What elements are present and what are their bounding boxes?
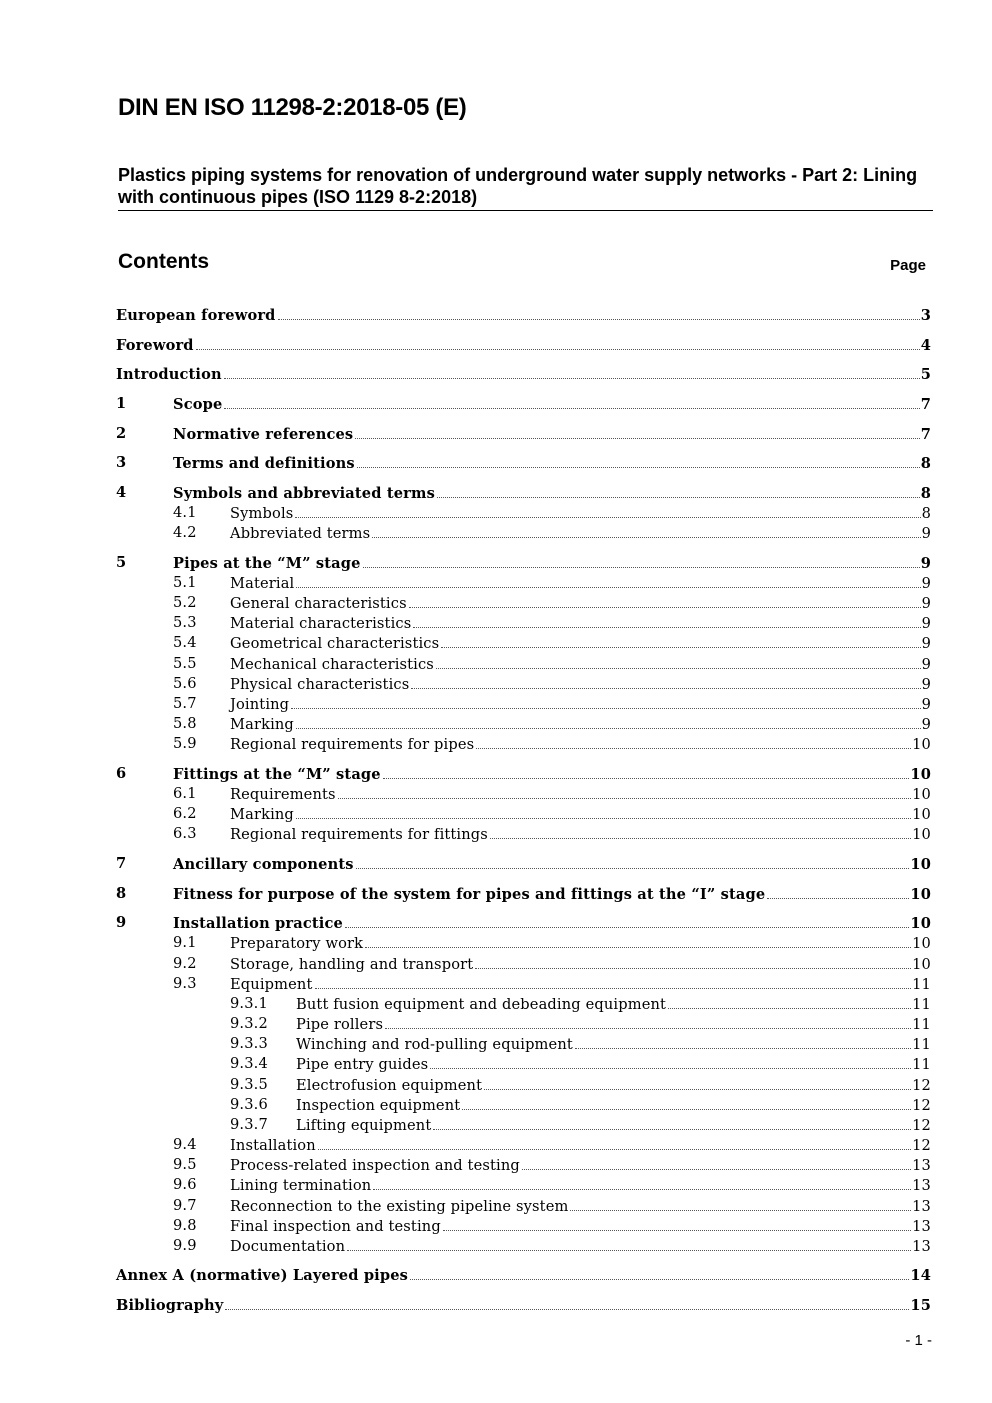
toc-entry-number: 9.3.2 — [230, 1015, 268, 1032]
toc-entry-line — [116, 364, 931, 385]
toc-entry-number: 9.9 — [173, 1237, 197, 1254]
document-subtitle: Plastics piping systems for renovation of underground water supply networks - Part 2: Lining with continuous pipes (ISO 1129 8-2:2018) — [118, 165, 918, 207]
toc-entry-page: 9 — [921, 575, 931, 592]
toc-entry-line — [230, 933, 931, 954]
toc-entry-number: 9.3 — [173, 975, 197, 992]
toc-entry-title: Terms and definitions — [173, 455, 355, 472]
toc-entry-number: 4.1 — [173, 504, 197, 521]
toc-entry-title: Foreword — [116, 337, 194, 354]
toc-entry[interactable] — [116, 553, 931, 573]
toc-entry-page: 10 — [910, 915, 931, 932]
toc-entry-line — [296, 1095, 931, 1116]
toc-dot-leader — [345, 913, 909, 928]
toc-dot-leader — [430, 1054, 911, 1069]
toc-dot-leader — [355, 424, 919, 439]
toc-entry-page: 13 — [912, 1157, 931, 1174]
toc-entry-title: Inspection equipment — [296, 1097, 461, 1114]
toc-entry-line — [230, 613, 931, 634]
toc-entry[interactable] — [116, 1236, 931, 1256]
toc-entry-page: 9 — [921, 525, 931, 542]
toc-entry-page: 9 — [921, 716, 931, 733]
toc-entry-number: 5 — [116, 554, 127, 571]
toc-entry[interactable] — [116, 593, 931, 613]
toc-dot-leader — [315, 974, 912, 989]
toc-entry-number: 9.8 — [173, 1217, 197, 1234]
toc-entry-page: 15 — [910, 1297, 931, 1314]
toc-entry-number: 3 — [116, 454, 127, 471]
toc-entry-number: 5.9 — [173, 735, 197, 752]
toc-dot-leader — [338, 784, 911, 799]
toc-dot-leader — [365, 933, 911, 948]
toc-entry-number: 6.3 — [173, 825, 197, 842]
toc-dot-leader — [295, 503, 920, 518]
toc-entry-title: Ancillary components — [173, 856, 354, 873]
toc-dot-leader — [296, 804, 911, 819]
toc-entry-line — [230, 503, 931, 524]
toc-entry[interactable] — [116, 394, 931, 414]
toc-entry-title: Jointing — [230, 696, 290, 713]
toc-entry-title: Process-related inspection and testing — [230, 1157, 520, 1174]
toc-entry-number: 9.1 — [173, 934, 197, 951]
toc-dot-leader — [522, 1155, 911, 1170]
toc-entry-number: 2 — [116, 425, 127, 442]
toc-entry-title: Documentation — [230, 1238, 346, 1255]
toc-entry-page: 10 — [910, 766, 931, 783]
toc-dot-leader — [462, 1095, 911, 1110]
toc-entry-number: 9.3.1 — [230, 995, 268, 1012]
toc-dot-leader — [291, 694, 920, 709]
toc-entry-title: Material characteristics — [230, 615, 412, 632]
toc-entry-page: 9 — [921, 615, 931, 632]
toc-entry[interactable] — [116, 933, 931, 953]
toc-entry[interactable] — [116, 633, 931, 653]
toc-entry-line — [230, 734, 931, 755]
toc-entry-line — [230, 1155, 931, 1176]
toc-entry-title: Pipes at the “M” stage — [173, 555, 361, 572]
toc-dot-leader — [413, 613, 920, 628]
toc-dot-leader — [296, 573, 920, 588]
toc-entry-page: 8 — [920, 485, 931, 502]
toc-entry-title: Storage, handling and transport — [230, 956, 474, 973]
toc-entry[interactable] — [116, 734, 931, 754]
toc-dot-leader — [224, 394, 919, 409]
toc-entry-title: Lifting equipment — [296, 1117, 432, 1134]
toc-entry-page: 9 — [921, 696, 931, 713]
toc-entry-line — [173, 913, 931, 934]
toc-entry-number: 4.2 — [173, 524, 197, 541]
toc-entry-title: Physical characteristics — [230, 676, 410, 693]
toc-entry[interactable] — [116, 305, 931, 325]
toc-dot-leader — [411, 674, 920, 689]
toc-entry-line — [230, 633, 931, 654]
toc-entry-page: 11 — [912, 1036, 931, 1053]
toc-dot-leader — [296, 714, 921, 729]
toc-entry-number: 1 — [116, 395, 127, 412]
toc-entry[interactable] — [116, 335, 931, 355]
toc-entry-page: 10 — [912, 956, 931, 973]
toc-entry[interactable] — [116, 573, 931, 593]
toc-dot-leader — [490, 824, 911, 839]
toc-dot-leader — [476, 734, 911, 749]
toc-dot-leader — [373, 1175, 911, 1190]
toc-entry-title: Symbols — [230, 505, 294, 522]
toc-entry-page: 13 — [912, 1198, 931, 1215]
toc-entry-line — [230, 674, 931, 695]
toc-entry[interactable] — [116, 913, 931, 933]
toc-entry[interactable] — [116, 1155, 931, 1175]
toc-entry-page: 9 — [921, 595, 931, 612]
toc-entry-number: 5.8 — [173, 715, 197, 732]
toc-entry-title: Requirements — [230, 786, 336, 803]
toc-entry-number: 9.3.3 — [230, 1035, 268, 1052]
toc-entry-page: 7 — [920, 426, 931, 443]
toc-entry-line — [230, 694, 931, 715]
toc-entry-title: Marking — [230, 716, 294, 733]
toc-entry-page: 14 — [910, 1267, 931, 1284]
toc-dot-leader — [767, 884, 909, 899]
toc-entry[interactable] — [116, 1115, 931, 1135]
toc-entry-number: 9.3.6 — [230, 1096, 268, 1113]
toc-entry-page: 9 — [921, 635, 931, 652]
toc-entry[interactable] — [116, 1014, 931, 1034]
toc-entry-line — [230, 573, 931, 594]
toc-entry-title: Butt fusion equipment and debeading equipment — [296, 996, 667, 1013]
toc-entry[interactable] — [116, 954, 931, 974]
toc-entry-number: 9.3.7 — [230, 1116, 268, 1133]
toc-entry-line — [296, 994, 931, 1015]
toc-dot-leader — [443, 1216, 911, 1231]
toc-entry[interactable] — [116, 674, 931, 694]
toc-entry[interactable] — [116, 1054, 931, 1074]
toc-dot-leader — [437, 483, 920, 498]
toc-entry-line — [116, 305, 931, 326]
toc-dot-leader — [383, 764, 910, 779]
toc-entry-title: Electrofusion equipment — [296, 1077, 483, 1094]
toc-entry-title: Material — [230, 575, 295, 592]
toc-entry-page: 11 — [912, 1056, 931, 1073]
header-rule — [118, 210, 933, 211]
toc-entry-number: 9.5 — [173, 1156, 197, 1173]
toc-entry-line — [296, 1054, 931, 1075]
toc-dot-leader — [385, 1014, 911, 1029]
page-number: - 1 - — [905, 1332, 932, 1349]
toc-entry[interactable] — [116, 424, 931, 444]
toc-entry-number: 9.6 — [173, 1176, 197, 1193]
toc-entry-title: Equipment — [230, 976, 313, 993]
toc-entry-page: 8 — [921, 505, 931, 522]
toc-dot-leader — [668, 994, 911, 1009]
toc-entry-page: 13 — [912, 1238, 931, 1255]
toc-entry-number: 5.7 — [173, 695, 197, 712]
toc-entry-title: Final inspection and testing — [230, 1218, 441, 1235]
toc-entry-title: Lining termination — [230, 1177, 372, 1194]
toc-dot-leader — [484, 1075, 911, 1090]
toc-dot-leader — [372, 523, 920, 538]
toc-dot-leader — [347, 1236, 911, 1251]
toc-entry-page: 10 — [912, 736, 931, 753]
toc-entry-number: 6.2 — [173, 805, 197, 822]
toc-entry[interactable] — [116, 1135, 931, 1155]
document-id: DIN EN ISO 11298-2:2018-05 (E) — [118, 94, 467, 121]
toc-entry-title: Reconnection to the existing pipeline system — [230, 1198, 569, 1215]
toc-entry[interactable] — [116, 654, 931, 674]
toc-entry-number: 5.1 — [173, 574, 197, 591]
toc-entry-title: Regional requirements for fittings — [230, 826, 488, 843]
toc-entry-line — [230, 1135, 931, 1156]
toc-entry-page: 10 — [912, 935, 931, 952]
toc-dot-leader — [433, 1115, 911, 1130]
toc-entry-page: 12 — [912, 1137, 931, 1154]
toc-dot-leader — [196, 335, 920, 350]
toc-entry-title: Geometrical characteristics — [230, 635, 440, 652]
toc-entry-page: 7 — [920, 396, 931, 413]
toc-entry-title: Marking — [230, 806, 294, 823]
toc-entry-line — [116, 1265, 931, 1286]
toc-entry-title: Fitness for purpose of the system for pipes and fittings at the “I” stage — [173, 886, 766, 903]
toc-entry-number: 7 — [116, 855, 127, 872]
toc-entry-title: Installation — [230, 1137, 316, 1154]
toc-entry-line — [173, 854, 931, 875]
toc-entry-page: 10 — [912, 806, 931, 823]
toc-entry-title: Bibliography — [116, 1297, 224, 1314]
toc-entry-page: 11 — [912, 996, 931, 1013]
toc-entry-page: 13 — [912, 1177, 931, 1194]
toc-entry-page: 10 — [910, 856, 931, 873]
contents-heading: Contents — [118, 250, 209, 273]
toc-entry-line — [296, 1115, 931, 1136]
toc-entry[interactable] — [116, 884, 931, 904]
toc-entry-line — [230, 1196, 931, 1217]
toc-entry-number: 9.7 — [173, 1197, 197, 1214]
toc-entry[interactable] — [116, 523, 931, 543]
toc-entry-page: 9 — [921, 676, 931, 693]
toc-entry-line — [173, 424, 931, 445]
toc-entry-line — [230, 824, 931, 845]
toc-entry-line — [116, 335, 931, 356]
toc-entry-page: 9 — [921, 656, 931, 673]
toc-entry-page: 12 — [912, 1097, 931, 1114]
toc-entry[interactable] — [116, 804, 931, 824]
toc-dot-leader — [441, 633, 920, 648]
toc-entry[interactable] — [116, 613, 931, 633]
toc-entry-line — [230, 714, 931, 735]
toc-entry-number: 5.4 — [173, 634, 197, 651]
toc-entry-number: 9.3.5 — [230, 1076, 268, 1093]
toc-entry-line — [173, 483, 931, 504]
toc-entry[interactable] — [116, 503, 931, 523]
toc-entry-number: 9.3.4 — [230, 1055, 268, 1072]
toc-entry-number: 4 — [116, 484, 127, 501]
page-column-label: Page — [890, 257, 926, 274]
toc-entry-title: Regional requirements for pipes — [230, 736, 475, 753]
toc-entry-number: 9 — [116, 914, 127, 931]
toc-entry-title: European foreword — [116, 307, 276, 324]
toc-entry-page: 8 — [920, 455, 931, 472]
toc-dot-leader — [363, 553, 920, 568]
toc-entry-title: Mechanical characteristics — [230, 656, 434, 673]
toc-entry-line — [230, 804, 931, 825]
toc-dot-leader — [318, 1135, 911, 1150]
toc-entry-line — [230, 654, 931, 675]
toc-entry-number: 5.6 — [173, 675, 197, 692]
toc-entry[interactable] — [116, 714, 931, 734]
toc-entry-line — [116, 1295, 931, 1316]
toc-entry-line — [296, 1014, 931, 1035]
toc-entry-title: Symbols and abbreviated terms — [173, 485, 435, 502]
toc-entry[interactable] — [116, 764, 931, 784]
toc-entry-line — [230, 784, 931, 805]
toc-entry-title: General characteristics — [230, 595, 407, 612]
toc-dot-leader — [575, 1034, 911, 1049]
toc-entry-number: 5.5 — [173, 655, 197, 672]
toc-entry-title: Introduction — [116, 366, 222, 383]
toc-dot-leader — [436, 654, 921, 669]
toc-entry-number: 8 — [116, 885, 127, 902]
toc-entry[interactable] — [116, 1175, 931, 1195]
toc-entry[interactable] — [116, 1095, 931, 1115]
toc-entry-page: 9 — [920, 555, 931, 572]
toc-dot-leader — [410, 1265, 909, 1280]
toc-entry-title: Installation practice — [173, 915, 343, 932]
toc-entry-page: 12 — [912, 1077, 931, 1094]
toc-entry-number: 5.2 — [173, 594, 197, 611]
toc-entry-line — [230, 593, 931, 614]
toc-entry-line — [296, 1034, 931, 1055]
toc-dot-leader — [357, 453, 920, 468]
toc-entry[interactable] — [116, 974, 931, 994]
toc-entry-line — [230, 1216, 931, 1237]
toc-entry-line — [173, 884, 931, 905]
toc-entry-page: 10 — [910, 886, 931, 903]
toc-entry-page: 3 — [920, 307, 931, 324]
toc-entry-title: Pipe entry guides — [296, 1056, 429, 1073]
toc-entry[interactable] — [116, 1196, 931, 1216]
toc-entry[interactable] — [116, 1265, 931, 1285]
toc-dot-leader — [409, 593, 921, 608]
toc-entry-title: Winching and rod-pulling equipment — [296, 1036, 573, 1053]
toc-entry-title: Annex A (normative) Layered pipes — [116, 1267, 409, 1284]
toc-entry-title: Scope — [173, 396, 223, 413]
toc-entry-title: Normative references — [173, 426, 354, 443]
toc-entry-number: 5.3 — [173, 614, 197, 631]
toc-entry-page: 10 — [912, 786, 931, 803]
toc-entry[interactable] — [116, 483, 931, 503]
toc-entry-line — [173, 553, 931, 574]
toc-entry-number: 6 — [116, 765, 127, 782]
toc-entry-number: 9.2 — [173, 955, 197, 972]
toc-entry-page: 12 — [912, 1117, 931, 1134]
toc-entry-line — [173, 394, 931, 415]
toc-entry-number: 9.4 — [173, 1136, 197, 1153]
toc-entry[interactable] — [116, 1216, 931, 1236]
toc-entry[interactable] — [116, 453, 931, 473]
toc-entry-line — [230, 954, 931, 975]
toc-entry[interactable] — [116, 1034, 931, 1054]
toc-entry-line — [230, 974, 931, 995]
toc-entry-line — [296, 1075, 931, 1096]
toc-entry[interactable] — [116, 784, 931, 804]
toc-entry-line — [230, 1175, 931, 1196]
toc-dot-leader — [224, 364, 920, 379]
toc-entry-page: 5 — [920, 366, 931, 383]
toc-dot-leader — [570, 1196, 911, 1211]
toc-dot-leader — [278, 305, 920, 320]
toc-entry-line — [173, 764, 931, 785]
toc-entry[interactable] — [116, 824, 931, 844]
toc-entry-line — [173, 453, 931, 474]
toc-entry-page: 11 — [912, 1016, 931, 1033]
toc-entry-page: 4 — [920, 337, 931, 354]
toc-entry-title: Abbreviated terms — [230, 525, 371, 542]
toc-entry-line — [230, 1236, 931, 1257]
toc-entry-number: 6.1 — [173, 785, 197, 802]
toc-entry-title: Preparatory work — [230, 935, 364, 952]
toc-entry-title: Pipe rollers — [296, 1016, 384, 1033]
toc-entry-page: 13 — [912, 1218, 931, 1235]
toc-entry[interactable] — [116, 854, 931, 874]
toc-entry-title: Fittings at the “M” stage — [173, 766, 381, 783]
toc-entry[interactable] — [116, 1075, 931, 1095]
toc-entry[interactable] — [116, 1295, 931, 1315]
toc-dot-leader — [225, 1295, 909, 1310]
toc-entry-page: 11 — [912, 976, 931, 993]
toc-entry[interactable] — [116, 364, 931, 384]
toc-entry[interactable] — [116, 994, 931, 1014]
toc-entry-page: 10 — [912, 826, 931, 843]
toc-entry[interactable] — [116, 694, 931, 714]
toc-dot-leader — [475, 954, 911, 969]
toc-entry-line — [230, 523, 931, 544]
toc-dot-leader — [356, 854, 910, 869]
